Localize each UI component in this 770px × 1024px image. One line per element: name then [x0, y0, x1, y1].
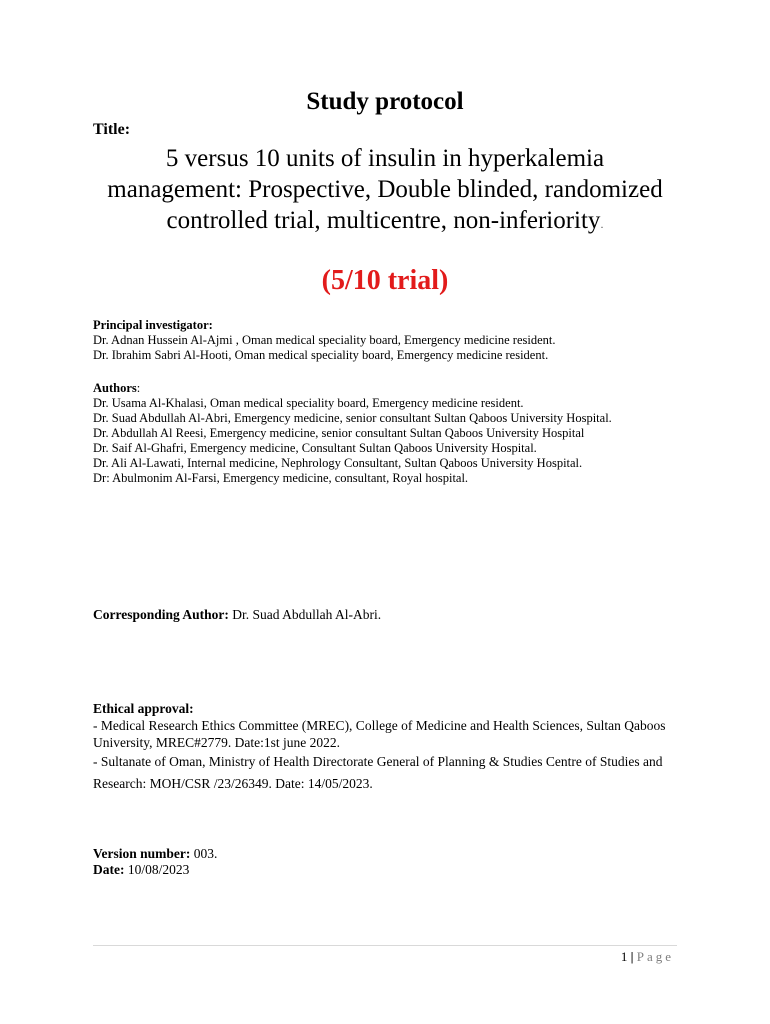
- version-number-value: 003.: [190, 846, 218, 861]
- study-title-text: 5 versus 10 units of insulin in hyperkalemia management: Prospective, Double blinded, randomized controlled trial, multicentre, non-inferiority: [107, 145, 663, 234]
- principal-investigator-line: Dr. Adnan Hussein Al-Ajmi , Oman medical speciality board, Emergency medicine resident.: [93, 333, 556, 347]
- author-line: Dr. Abdullah Al Reesi, Emergency medicine, senior consultant Sultan Qaboos University Hospital: [93, 426, 585, 440]
- date-label: Date:: [93, 862, 125, 877]
- ethical-approval-section: [93, 700, 693, 795]
- footer-divider: [93, 945, 677, 946]
- authors-section: [93, 381, 693, 486]
- study-title: [100, 143, 670, 240]
- page-footer: [621, 949, 674, 965]
- author-line: Dr. Ali Al-Lawati, Internal medicine, Nephrology Consultant, Sultan Qaboos University Hospital.: [93, 456, 583, 470]
- document-heading: Study protocol: [306, 88, 464, 115]
- author-line: Dr. Usama Al-Khalasi, Oman medical speciality board, Emergency medicine resident.: [93, 396, 524, 410]
- authors-colon: :: [136, 381, 141, 395]
- principal-investigator-section: [93, 318, 693, 363]
- version-number-label: Version number:: [93, 846, 191, 861]
- page-word: Page: [636, 949, 674, 964]
- date-value: 10/08/2023: [124, 862, 190, 877]
- title-label: Title:: [93, 121, 131, 138]
- principal-investigator-label: Principal investigator:: [93, 318, 213, 332]
- version-section: [93, 846, 693, 878]
- ethical-approval-moh: - Sultanate of Oman, Ministry of Health Directorate General of Planning & Studies Centre of Studies and Research: MOH/CSR /23/26349. Date: 14/05/2023.: [93, 754, 663, 791]
- page-number: 1: [620, 949, 628, 964]
- authors-heading: [93, 381, 693, 396]
- corresponding-author-name: Dr. Suad Abdullah Al-Abri.: [228, 607, 382, 622]
- study-title-period: .: [600, 217, 604, 231]
- ethical-approval-mrec: - Medical Research Ethics Committee (MREC), College of Medicine and Health Sciences, Sultan Qaboos University, MREC#2779. Date:1st june 2022.: [93, 718, 666, 750]
- ethical-approval-label: Ethical approval:: [93, 701, 194, 716]
- authors-label: Authors: [93, 381, 137, 395]
- trial-name: (5/10 trial): [321, 265, 449, 296]
- principal-investigator-line: Dr. Ibrahim Sabri Al-Hooti, Oman medical speciality board, Emergency medicine resident.: [93, 348, 549, 362]
- corresponding-author-section: [93, 607, 693, 622]
- corresponding-author-label: Corresponding Author:: [93, 607, 229, 622]
- footer-separator: |: [627, 949, 637, 964]
- author-line: Dr. Saif Al-Ghafri, Emergency medicine, Consultant Sultan Qaboos University Hospital.: [93, 441, 537, 455]
- date-line: [93, 862, 693, 878]
- author-line: Dr: Abulmonim Al-Farsi, Emergency medicine, consultant, Royal hospital.: [93, 471, 469, 485]
- author-line: Dr. Suad Abdullah Al-Abri, Emergency medicine, senior consultant Sultan Qaboos University Hospital.: [93, 411, 612, 425]
- version-number-line: [93, 846, 693, 862]
